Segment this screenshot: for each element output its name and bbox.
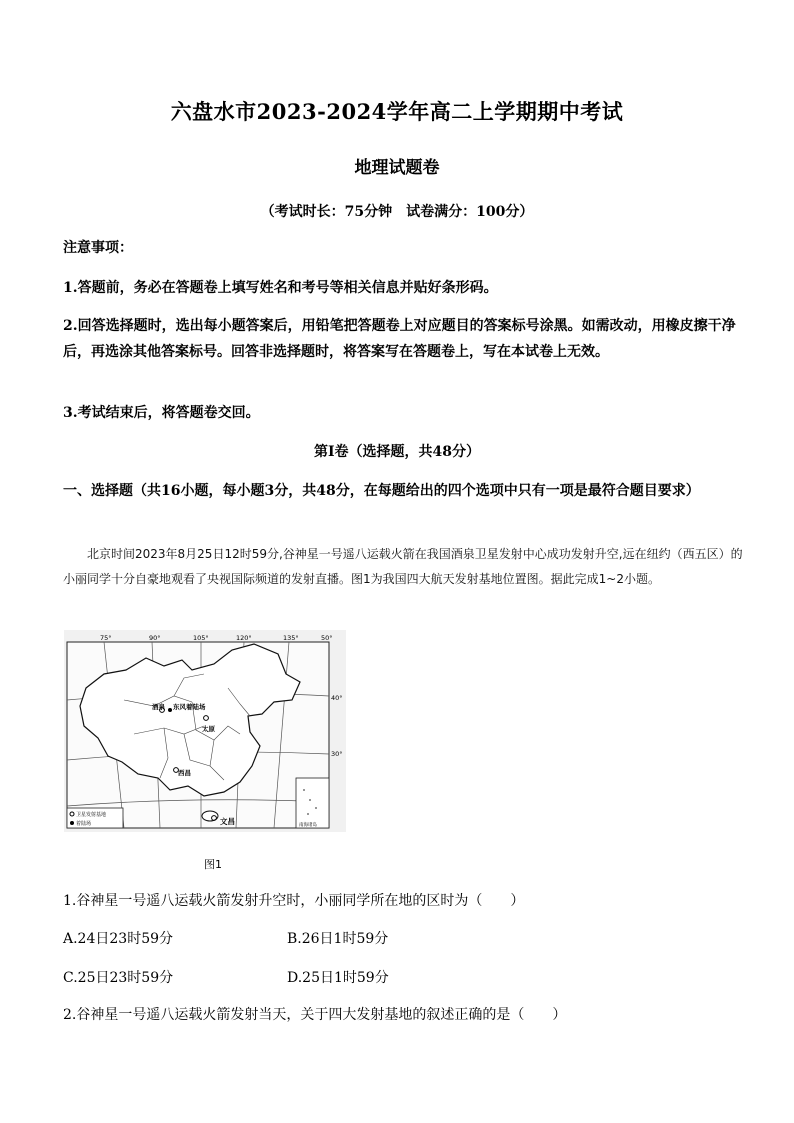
exam-title: 六盘水市2023-2024学年高二上学期期中考试	[170, 99, 624, 124]
question-1-option-c: C.25日23时59分	[63, 970, 174, 986]
lat-label: 50°	[321, 634, 333, 642]
figure-caption: 图1	[204, 858, 222, 871]
note-item: 3.考试结束后，将答题卷交回。	[63, 405, 260, 421]
legend-landing-site: 着陆场	[76, 821, 92, 827]
notes-heading: 注意事项：	[63, 240, 133, 256]
site-label-xichang: 西昌	[178, 769, 191, 777]
lat-label: 40°	[331, 694, 343, 702]
lon-label: 75°	[100, 634, 112, 642]
site-label-jiuquan: 酒泉	[152, 703, 165, 711]
lon-label: 105°	[193, 634, 209, 642]
section-title: 第Ⅰ卷（选择题，共48分）	[313, 444, 481, 460]
site-label-dongfeng: 东风着陆场	[173, 703, 206, 711]
inset-label: 南海诸岛	[299, 823, 317, 828]
passage-text: 北京时间2023年8月25日12时59分,谷神星一号遥八运载火箭在我国酒泉卫星发射中心成功发射升空,远在纽约（西五区）的小丽同学十分自豪地观看了央视国际频道的发射直播。图1为我国四大航天发射基地位置图。据此完成1~2小题。	[63, 547, 743, 586]
lat-label: 30°	[331, 750, 343, 758]
question-1-stem: 1.谷神星一号遥八运载火箭发射升空时，小丽同学所在地的区时为（ ）	[63, 893, 525, 909]
lon-label: 90°	[149, 634, 161, 642]
lon-label: 120°	[236, 634, 252, 642]
site-marker	[168, 708, 172, 712]
note-item: 2.回答选择题时，选出每小题答案后，用铅笔把答题卷上对应题目的答案标号涂黑。如需改动，用橡皮擦干净后，再选涂其他答案标号。回答非选择题时，将答案写在答题卷上，写在本试卷上无效。	[63, 318, 736, 360]
site-label-taiyuan: 太原	[202, 725, 215, 733]
section-instruction: 一、选择题（共16小题，每小题3分，共48分，在每题给出的四个选项中只有一项是最符合题目要求）	[63, 483, 700, 499]
china-launch-sites-map	[64, 630, 346, 832]
question-1-option-a: A.24日23时59分	[63, 931, 174, 947]
exam-subtitle: 地理试题卷	[354, 158, 440, 178]
question-2-stem: 2.谷神星一号遥八运载火箭发射当天，关于四大发射基地的叙述正确的是（ ）	[63, 1007, 567, 1023]
question-1-option-d: D.25日1时59分	[287, 970, 389, 986]
legend-launch-site: 卫星发射基地	[76, 812, 107, 818]
exam-info: （考试时长：75分钟 试卷满分：100分）	[260, 204, 534, 220]
lon-label: 135°	[283, 634, 299, 642]
site-label-wenchang: 文昌	[220, 817, 235, 826]
question-1-option-b: B.26日1时59分	[287, 931, 389, 947]
note-item: 1.答题前，务必在答题卷上填写姓名和考号等相关信息并贴好条形码。	[63, 280, 498, 296]
